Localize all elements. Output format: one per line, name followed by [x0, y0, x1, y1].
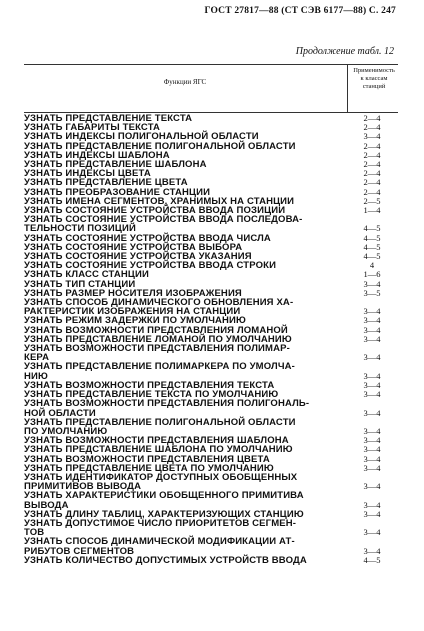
applicability-value: 2—4	[363, 113, 381, 123]
applicability-value: 2—4	[363, 159, 381, 170]
applicability-value: 3—4	[363, 481, 381, 492]
function-name-line: УЗНАТЬ ХАРАКТЕРИСТИКИ ОБОБЩЕННОГО ПРИМИТИВА	[24, 490, 304, 502]
table-top-rule	[24, 64, 398, 65]
function-name-line: ВЫВОДА	[24, 499, 69, 511]
function-name-line: УЗНАТЬ ПРЕДСТАВЛЕНИЕ ШАБЛОНА ПО УМОЛЧАНИЮ	[24, 444, 293, 456]
function-name-line: УЗНАТЬ ПРЕОБРАЗОВАНИЕ СТАНЦИИ	[24, 186, 211, 198]
applicability-value: 3—4	[363, 379, 381, 390]
function-name-line: УЗНАТЬ СОСТОЯНИЕ УСТРОЙСТВА ВЫБОРА	[24, 241, 243, 253]
column-header-applicability-line: станций	[362, 83, 386, 90]
function-name-line: НИЮ	[24, 370, 48, 382]
function-name-line: УЗНАТЬ СОСТОЯНИЕ УСТРОЙСТВА ВВОДА ПОЗИЦИИ	[24, 205, 286, 217]
function-name-line: УЗНАТЬ ВОЗМОЖНОСТИ ПРЕДСТАВЛЕНИЯ ЛОМАНОЙ	[24, 324, 288, 336]
function-name-line: УЗНАТЬ ИНДЕКСЫ ПОЛИГОНАЛЬНОЙ ОБЛАСТИ	[24, 131, 259, 143]
applicability-value: 2—4	[363, 122, 381, 133]
function-name-line: УЗНАТЬ ПРЕДСТАВЛЕНИЕ ЦВЕТА ПО УМОЛЧАНИЮ	[24, 462, 274, 474]
function-name	[24, 519, 346, 537]
function-name-line: УЗНАТЬ СПОСОБ ДИНАМИЧЕСКОЙ МОДИФИКАЦИИ АТ-	[24, 536, 295, 548]
function-name	[24, 298, 346, 316]
applicability-value: 4	[369, 260, 375, 271]
applicability-value: 3—4	[363, 315, 381, 326]
function-name-line: УЗНАТЬ СОСТОЯНИЕ УСТРОЙСТВА ВВОДА ЧИСЛА	[24, 232, 271, 244]
function-name-line: КЕРА	[24, 352, 50, 364]
function-name	[24, 344, 346, 362]
applicability-value: 3—4	[363, 278, 381, 289]
applicability-value: 3—4	[363, 425, 381, 436]
function-name-line: УЗНАТЬ ПРЕДСТАВЛЕНИЕ ПОЛИГОНАЛЬНОЙ ОБЛАСТИ	[24, 140, 296, 152]
function-name-line: УЗНАТЬ ПРЕДСТАВЛЕНИЕ ТЕКСТА ПО УМОЛЧАНИЮ	[24, 389, 279, 401]
table-row	[24, 215, 398, 233]
function-name-line: УЗНАТЬ ПРЕДСТАВЛЕНИЕ ПОЛИМАРКЕРА ПО УМОЛЧА-	[24, 361, 295, 373]
function-name-line: УЗНАТЬ ПРЕДСТАВЛЕНИЕ ЛОМАНОЙ ПО УМОЛЧАНИЮ	[24, 333, 292, 345]
applicability-value: 2—4	[363, 149, 381, 160]
table-row	[24, 473, 398, 491]
function-name-line: УЗНАТЬ ВОЗМОЖНОСТИ ПРЕДСТАВЛЕНИЯ ШАБЛОНА	[24, 435, 289, 447]
applicability-value: 2—4	[363, 168, 381, 179]
function-name-line: РИБУТОВ СЕГМЕНТОВ	[24, 545, 135, 557]
function-name-line: УЗНАТЬ ТИП СТАНЦИИ	[24, 278, 136, 290]
table-row	[24, 418, 398, 436]
function-name-line: УЗНАТЬ ВОЗМОЖНОСТИ ПРЕДСТАВЛЕНИЯ ЦВЕТА	[24, 453, 270, 465]
function-name-line: УЗНАТЬ ДЛИНУ ТАБЛИЦ, ХАРАКТЕРИЗУЮЩИХ СТАНЦИЮ	[24, 508, 304, 520]
function-name-line: УЗНАТЬ ПРЕДСТАВЛЕНИЕ ЦВЕТА	[24, 177, 188, 189]
function-name-line: ТЕЛЬНОСТИ ПОЗИЦИЙ	[24, 223, 136, 235]
function-name-line: ПРИМИТИВОВ ВЫВОДА	[24, 481, 142, 493]
function-name-line: УЗНАТЬ ВОЗМОЖНОСТИ ПРЕДСТАВЛЕНИЯ ТЕКСТА	[24, 379, 275, 391]
applicability-value: 3—4	[363, 352, 381, 363]
table-row	[24, 362, 398, 380]
function-name-line: УЗНАТЬ ПРЕДСТАВЛЕНИЕ ШАБЛОНА	[24, 159, 207, 171]
function-name	[24, 491, 346, 509]
function-name-line: УЗНАТЬ СОСТОЯНИЕ УСТРОЙСТВА ВВОДА СТРОКИ	[24, 260, 277, 272]
function-name	[24, 473, 346, 491]
table-row	[24, 491, 398, 509]
applicability-value: 4—5	[363, 554, 381, 565]
column-header-function: Функции ЯГС	[163, 78, 207, 86]
function-name-line: УЗНАТЬ РАЗМЕР НОСИТЕЛЯ ИЗОБРАЖЕНИЯ	[24, 287, 242, 299]
applicability-value: 3—4	[363, 508, 381, 519]
function-name	[24, 215, 346, 233]
table-row	[24, 344, 398, 362]
table-row	[24, 537, 398, 555]
applicability-value: 3—4	[363, 370, 381, 381]
function-name	[24, 362, 346, 380]
function-name-line: УЗНАТЬ КЛАСС СТАНЦИИ	[24, 269, 149, 281]
function-name-line: УЗНАТЬ ИМЕНА СЕГМЕНТОВ, ХРАНИМЫХ НА СТАНЦИИ	[24, 195, 295, 207]
applicability-value: 3—4	[363, 131, 381, 142]
applicability-value: 4—5	[363, 232, 381, 243]
applicability-value: 3—4	[363, 444, 381, 455]
applicability-value: 2—4	[363, 140, 381, 151]
applicability-value: 3—5	[363, 287, 381, 298]
applicability-value: 3—4	[363, 389, 381, 400]
table-row	[24, 519, 398, 537]
function-name-line: УЗНАТЬ РЕЖИМ ЗАДЕРЖКИ ПО УМОЛЧАНИЮ	[24, 315, 246, 327]
function-name-line: УЗНАТЬ ИДЕНТИФИКАТОР ДОСТУПНЫХ ОБОБЩЕННЫХ	[24, 471, 298, 483]
function-name-line: УЗНАТЬ ВОЗМОЖНОСТИ ПРЕДСТАВЛЕНИЯ ПОЛИГОНАЛЬ-	[24, 398, 310, 410]
applicability-value: 3—4	[363, 545, 381, 556]
function-name-line: УЗНАТЬ ИНДЕКСЫ ЦВЕТА	[24, 168, 151, 180]
applicability-value: 1—6	[363, 269, 381, 280]
table-row	[24, 399, 398, 417]
function-name-line: УЗНАТЬ ПРЕДСТАВЛЕНИЕ ПОЛИГОНАЛЬНОЙ ОБЛАСТИ	[24, 416, 296, 428]
function-name-line: УЗНАТЬ ДОПУСТИМОЕ ЧИСЛО ПРИОРИТЕТОВ СЕГМЕН-	[24, 517, 297, 529]
header-column-divider	[347, 64, 348, 112]
table-row	[24, 298, 398, 316]
applicability-value: 3—4	[363, 324, 381, 335]
function-name-line: УЗНАТЬ ПРЕДСТАВЛЕНИЕ ТЕКСТА	[24, 113, 193, 124]
table-continuation-caption: Продолжение табл. 12	[295, 46, 394, 57]
applicability-value: 3—4	[363, 306, 381, 317]
applicability-value: 3—4	[363, 435, 381, 446]
function-name	[24, 399, 346, 417]
column-header-applicability-line: Применимость	[353, 67, 395, 74]
function-name	[24, 537, 346, 555]
applicability-value: 3—4	[363, 499, 381, 510]
column-header-applicability-line: к классам	[360, 75, 388, 82]
applicability-value: 2—4	[363, 177, 381, 188]
function-name-line: НОЙ ОБЛАСТИ	[24, 407, 96, 419]
functions-table	[24, 64, 398, 599]
function-name-line: ТОВ	[24, 527, 45, 539]
column-header-applicability	[349, 67, 399, 91]
function-name	[24, 556, 346, 565]
table-row	[24, 556, 398, 565]
function-name-line: УЗНАТЬ СОСТОЯНИЕ УСТРОЙСТВА УКАЗАНИЯ	[24, 251, 252, 263]
function-name-line: УЗНАТЬ КОЛИЧЕСТВО ДОПУСТИМЫХ УСТРОЙСТВ ВВОДА	[24, 554, 307, 566]
page-header: ГОСТ 27817—88 (СТ СЭВ 6177—88) С. 247	[204, 6, 396, 16]
applicability-value: 3—4	[363, 527, 381, 538]
applicability-value: 3—4	[363, 453, 381, 464]
applicability-value: 4—5	[363, 251, 381, 262]
applicability-value: 3—4	[363, 407, 381, 418]
function-name	[24, 418, 346, 436]
function-name-line: УЗНАТЬ СПОСОБ ДИНАМИЧЕСКОГО ОБНОВЛЕНИЯ ХА-	[24, 297, 294, 309]
function-name-line: УЗНАТЬ ВОЗМОЖНОСТИ ПРЕДСТАВЛЕНИЯ ПОЛИМАР-	[24, 343, 290, 355]
applicability-value: 2—5	[363, 195, 381, 206]
function-name-line: УЗНАТЬ СОСТОЯНИЕ УСТРОЙСТВА ВВОДА ПОСЛЕДОВА-	[24, 214, 303, 226]
applicability-value: 4—5	[363, 241, 381, 252]
applicability-value: 2—4	[363, 186, 381, 197]
function-name-line: РАКТЕРИСТИК ИЗОБРАЖЕНИЯ НА СТАНЦИИ	[24, 306, 241, 318]
function-name-line: УЗНАТЬ ГАБАРИТЫ ТЕКСТА	[24, 122, 161, 134]
function-name-line: УЗНАТЬ ИНДЕКСЫ ШАБЛОНА	[24, 149, 170, 161]
applicability-value: 1—4	[363, 205, 381, 216]
applicability-value: 4—5	[363, 223, 381, 234]
function-name-line: ПО УМОЛЧАНИЮ	[24, 425, 108, 437]
applicability-value: 3—4	[363, 333, 381, 344]
table-body	[24, 114, 398, 565]
applicability-value: 3—4	[363, 462, 381, 473]
